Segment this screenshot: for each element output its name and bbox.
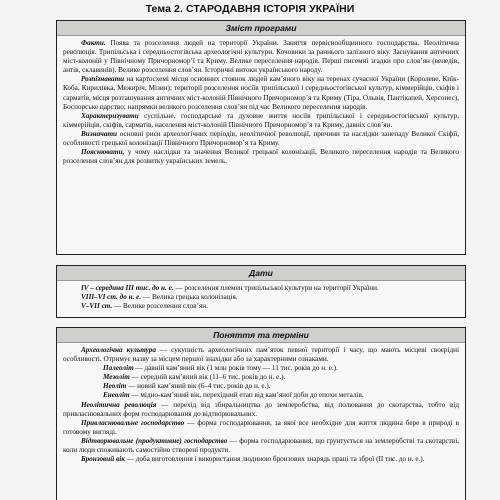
terms-body bbox=[57, 343, 465, 467]
program-content-box bbox=[56, 20, 466, 255]
term-item: Бронзовий вік — доба виготовлення і використання людиною бронзових знарядь праці та зброї (II тис. до н. е.). bbox=[81, 455, 425, 464]
content-paragraph: Характеризувати суспільне, господарське та духовне життя носіїв трипільської і середньостогівської культур, кіммерійців, скіфів, сарматів, населення міст-колоній Північного Причорномор’я та Криму, давніх слов’ян. bbox=[63, 111, 459, 129]
date-item: VIII–VI ст. до н. е. — Велика грецька колонізація. bbox=[81, 293, 238, 302]
date-item: V–VII ст. — Велике розселення слов’ян. bbox=[81, 302, 208, 311]
content-paragraph: Факти. Поява та розселення людей на території України. Заняття первіснообщинного господарства. Неолітична революція. Трипільська і середньостогівська археологічні культури. Кочовики за раннього залізного віку. Заснування античних міст-колоній у Північному Причорномор’ї та Криму. Велике переселення народів. Перші писемні згадки про слов’ян (венедів, антів, склавинів). Велике розселення слов’ян. Історичні витоки українського народу. bbox=[63, 39, 459, 75]
terms-box bbox=[56, 327, 466, 500]
content-paragraph: Розпізнавати на картосхемі місця основних стоянок людей кам’яного віку на теренах сучасної України (Королеве, Киїк-Коба, Кирилівка, Межиріч, Мізин); території розселення носіїв трипільської і середньостогівської культур, кіммерійців, скіфів і сарматів, місця розташування античних міст-колоній Північного Причорномор’я та Криму (Тіра, Ольвія, Пантікапей, Херсонес), Боспорське царство; напрямки великого розселення слов’ян під час Великого переселення народів. bbox=[63, 75, 459, 111]
term-item: Енеоліт — мідно-кам’яний вік, перехідний етап від кам’яної доби до епохи металів. bbox=[103, 391, 364, 400]
term-item: Неоліт — новий кам’яний вік (6–4 тис. років до н. е.). bbox=[103, 382, 271, 391]
program-content-body bbox=[57, 36, 465, 169]
term-item: Археологічна культура — сукупність археологічних пам’яток певної території і часу, що мають місцеві своєрідні особливості. Отримує назву за місцем першої знахідки або за характерними ознаками. bbox=[63, 346, 459, 364]
terms-heading: Поняття та терміни bbox=[57, 328, 465, 343]
content-paragraph: Визначати основні риси археологічних періодів, неолітичної революції, причини та наслідки занепаду Великої Скіфії, особливості грецької колонізації Північного Причорномор’я та Криму. bbox=[63, 129, 459, 148]
term-item: Мезоліт — середній кам’яний вік (11–6 тис. років до н. е.). bbox=[103, 373, 286, 382]
dates-body bbox=[57, 281, 465, 314]
term-item: Відтворювальне (продуктивне) господарство — форма господарювання, що ґрунтується на землеробстві та скотарстві, коли люди споживають самостійно створені продукти. bbox=[63, 436, 459, 455]
term-item: Привласнювальне господарство — форма господарювання, за якої все необхідне для життя людина бере в природі в готовому вигляді. bbox=[63, 418, 459, 436]
term-item: Неолітична революція — перехід від збиральництва до землеробства, від полювання до скотарства, тобто від привласнювальних форм господарювання до відтворювальних. bbox=[63, 400, 460, 418]
page-title: Тема 2. СТАРОДАВНЯ ІСТОРІЯ УКРАЇНИ bbox=[145, 3, 355, 15]
term-item: Палеоліт — давній кам’яний вік (1 млн років тому — 11 тис. років до н. е.). bbox=[103, 364, 338, 373]
dates-box bbox=[56, 265, 466, 318]
program-content-heading: Зміст програми bbox=[57, 21, 465, 36]
content-paragraph: Пояснювати, у чому наслідки та значення Великої грецької колонізації, Великого переселення народів та Великого розселення слов’ян для розвитку українських земель. bbox=[63, 148, 459, 166]
dates-heading: Дати bbox=[57, 266, 465, 281]
date-item: IV – середина III тис. до н. е. — розселення племен трипільської культури на території України. bbox=[81, 284, 379, 292]
